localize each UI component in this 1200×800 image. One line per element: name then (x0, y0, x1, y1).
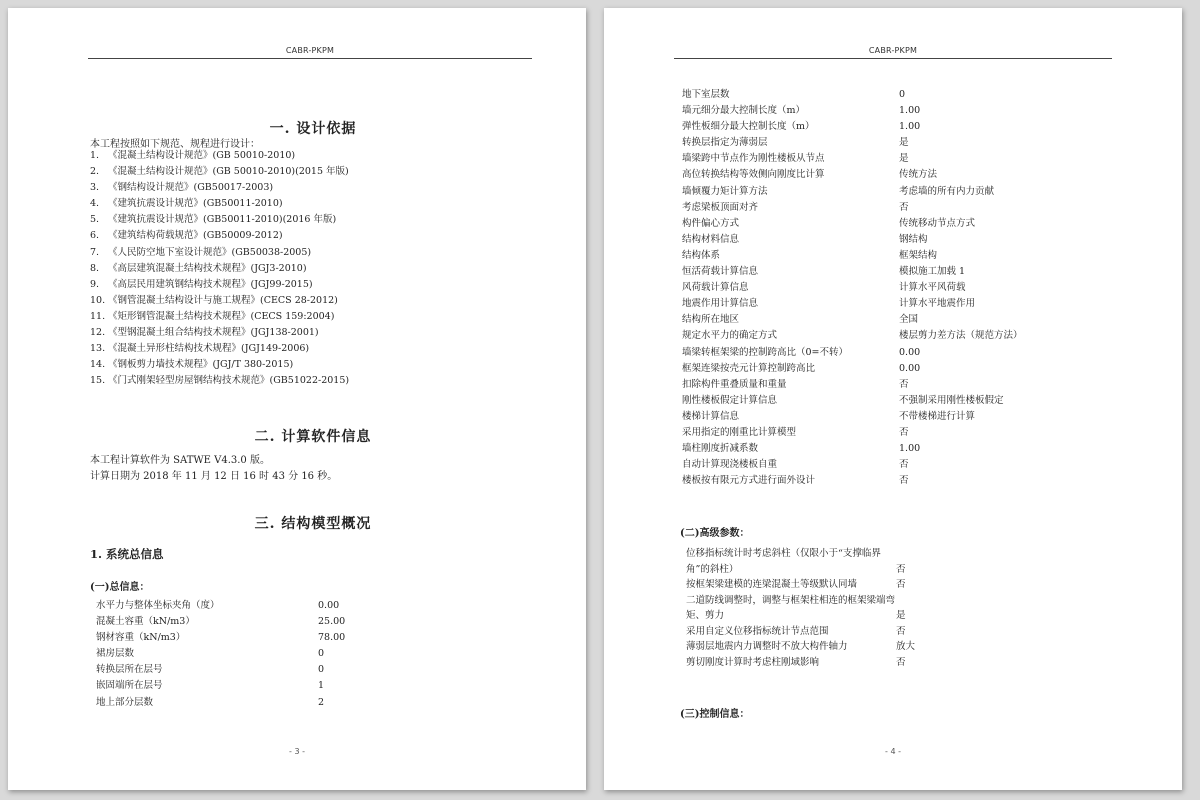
table-row: 考虑梁板顶面对齐 否 (682, 201, 909, 213)
calculation-date-text: 计算日期为 2018 年 11 月 12 日 16 时 43 分 16 秒。 (90, 471, 338, 482)
table-row: 楼板按有限元方式进行面外设计 否 (682, 475, 909, 487)
table-row: 按框架梁建模的连梁混凝土等级默认同墙 否 (686, 579, 906, 590)
table-row: 墙梁转框架梁的控制跨高比（0=不转） 0.00 (682, 346, 921, 358)
list-item: 9. 《高层民用建筑钢结构技术规程》(JGJ99-2015) (90, 278, 313, 290)
table-row: 恒活荷载计算信息 模拟施工加载 1 (682, 266, 966, 278)
header-divider (674, 58, 1112, 59)
table-row: 结构所在地区 全国 (682, 314, 919, 326)
table-row: 位移指标统计时考虑斜柱（仅限小于“支撑临界角”的斜柱） 否 (686, 548, 906, 575)
list-item: 6. 《建筑结构荷载规范》(GB50009-2012) (90, 230, 283, 242)
table-row: 墙倾覆力矩计算方法 考虑墙的所有内力贡献 (682, 185, 995, 197)
table-row: 地震作用计算信息 计算水平地震作用 (682, 298, 976, 310)
table-row: 墙柱刚度折减系数 1.00 (682, 443, 921, 455)
list-item: 8. 《高层建筑混凝土结构技术规程》(JGJ3-2010) (90, 262, 307, 274)
list-item: 5. 《建筑抗震设计规范》(GB50011-2010)(2016 年版) (90, 214, 337, 226)
table-row: 嵌固端所在层号 1 (96, 680, 325, 692)
table-row: 结构体系 框架结构 (682, 249, 938, 261)
table-row: 结构材料信息 钢结构 (682, 233, 928, 245)
list-item: 1. 《混凝土结构设计规范》(GB 50010-2010) (90, 150, 296, 161)
table-row: 规定水平力的确定方式 楼层剪力差方法（规范方法） (682, 330, 1023, 342)
table-row: 剪切刚度计算时考虑柱刚域影响 否 (686, 656, 906, 668)
document-page-4 (604, 8, 1182, 790)
header-divider (88, 58, 532, 59)
subheading-system-info: 1. 系统总信息 (90, 547, 164, 561)
table-row: 水平力与整体坐标夹角（度） 0.00 (96, 600, 340, 611)
table-row: 高位转换结构等效侧向刚度比计算 传统方法 (682, 169, 938, 181)
list-item: 3. 《钢结构设计规范》(GB50017-2003) (90, 182, 274, 194)
general-info-table (90, 598, 345, 711)
table-row: 采用自定义位移指标统计节点范围 否 (686, 625, 906, 637)
list-item: 4. 《建筑抗震设计规范》(GB50011-2010) (90, 198, 283, 210)
table-row: 墙梁跨中节点作为刚性楼板从节点 是 (682, 153, 909, 165)
page-number: - 3 - (289, 747, 305, 756)
section-heading-model-overview: 三. 结构模型概况 (254, 516, 372, 532)
list-item: 11. 《矩形钢管混凝土结构技术规程》(CECS 159:2004) (90, 310, 335, 322)
page-header: CABR-PKPM (285, 46, 335, 55)
group-heading-control: (三)控制信息： (680, 709, 750, 720)
document-page-3 (8, 8, 586, 790)
list-item: 2. 《混凝土结构设计规范》(GB 50010-2010)(2015 年版) (90, 166, 349, 178)
table-row: 薄弱层地震内力调整时不放大构件轴力 放大 (686, 641, 916, 652)
advanced-params-table (680, 546, 915, 670)
section-heading-design-basis: 一. 设计依据 (269, 121, 357, 137)
list-item: 13. 《混凝土异形柱结构技术规程》(JGJ149-2006) (90, 343, 310, 355)
table-row: 二道防线调整时，调整与框架柱相连的框架梁端弯矩、剪力 是 (686, 594, 906, 621)
page-number: - 4 - (885, 747, 901, 756)
table-row: 框架连梁按壳元计算控制跨高比 0.00 (682, 362, 921, 374)
list-item: 12. 《型钢混凝土组合结构技术规程》(JGJ138-2001) (90, 327, 319, 339)
group-heading-advanced: (二)高级参数： (680, 528, 750, 539)
table-row: 风荷载计算信息 计算水平风荷载 (682, 282, 966, 294)
table-row: 转换层所在层号 0 (96, 664, 325, 676)
table-row: 楼梯计算信息 不带楼梯进行计算 (682, 410, 976, 422)
table-row: 裙房层数 0 (96, 648, 325, 660)
table-row: 弹性板细分最大控制长度（m） 1.00 (682, 121, 921, 133)
table-row: 刚性楼板假定计算信息 不强制采用刚性楼板假定 (682, 394, 1004, 406)
table-row: 地下室层数 0 (682, 89, 906, 100)
table-row: 墙元细分最大控制长度（m） 1.00 (682, 105, 921, 117)
table-row: 构件偏心方式 传统移动节点方式 (682, 217, 976, 229)
list-item: 7. 《人民防空地下室设计规范》(GB50038-2005) (90, 246, 312, 258)
table-row: 地上部分层数 2 (96, 696, 325, 708)
section-heading-software: 二. 计算软件信息 (254, 429, 372, 445)
general-info-table-continued (680, 87, 1023, 489)
group-heading-general: (一)总信息： (90, 582, 150, 593)
table-row: 采用指定的刚重比计算模型 否 (682, 426, 909, 438)
list-item: 15. 《门式刚架轻型房屋钢结构技术规范》(GB51022-2015) (90, 375, 350, 387)
table-row: 转换层指定为薄弱层 是 (682, 137, 909, 149)
intro-text: 本工程按照如下规范、规程进行设计： (90, 139, 260, 150)
page-header: CABR-PKPM (868, 46, 918, 55)
table-row: 扣除构件重叠质量和重量 否 (682, 378, 909, 390)
software-version-text: 本工程计算软件为 SATWE V4.3.0 版。 (90, 455, 270, 466)
list-item: 14. 《钢板剪力墙技术规程》(JGJ/T 380-2015) (90, 359, 294, 371)
table-row: 混凝土容重（kN/m3） 25.00 (96, 616, 346, 628)
reference-list (90, 148, 349, 389)
table-row: 自动计算现浇楼板自重 否 (682, 459, 909, 471)
table-row: 钢材容重（kN/m3） 78.00 (96, 632, 346, 644)
list-item: 10. 《钢管混凝土结构设计与施工规程》(CECS 28-2012) (90, 294, 338, 306)
